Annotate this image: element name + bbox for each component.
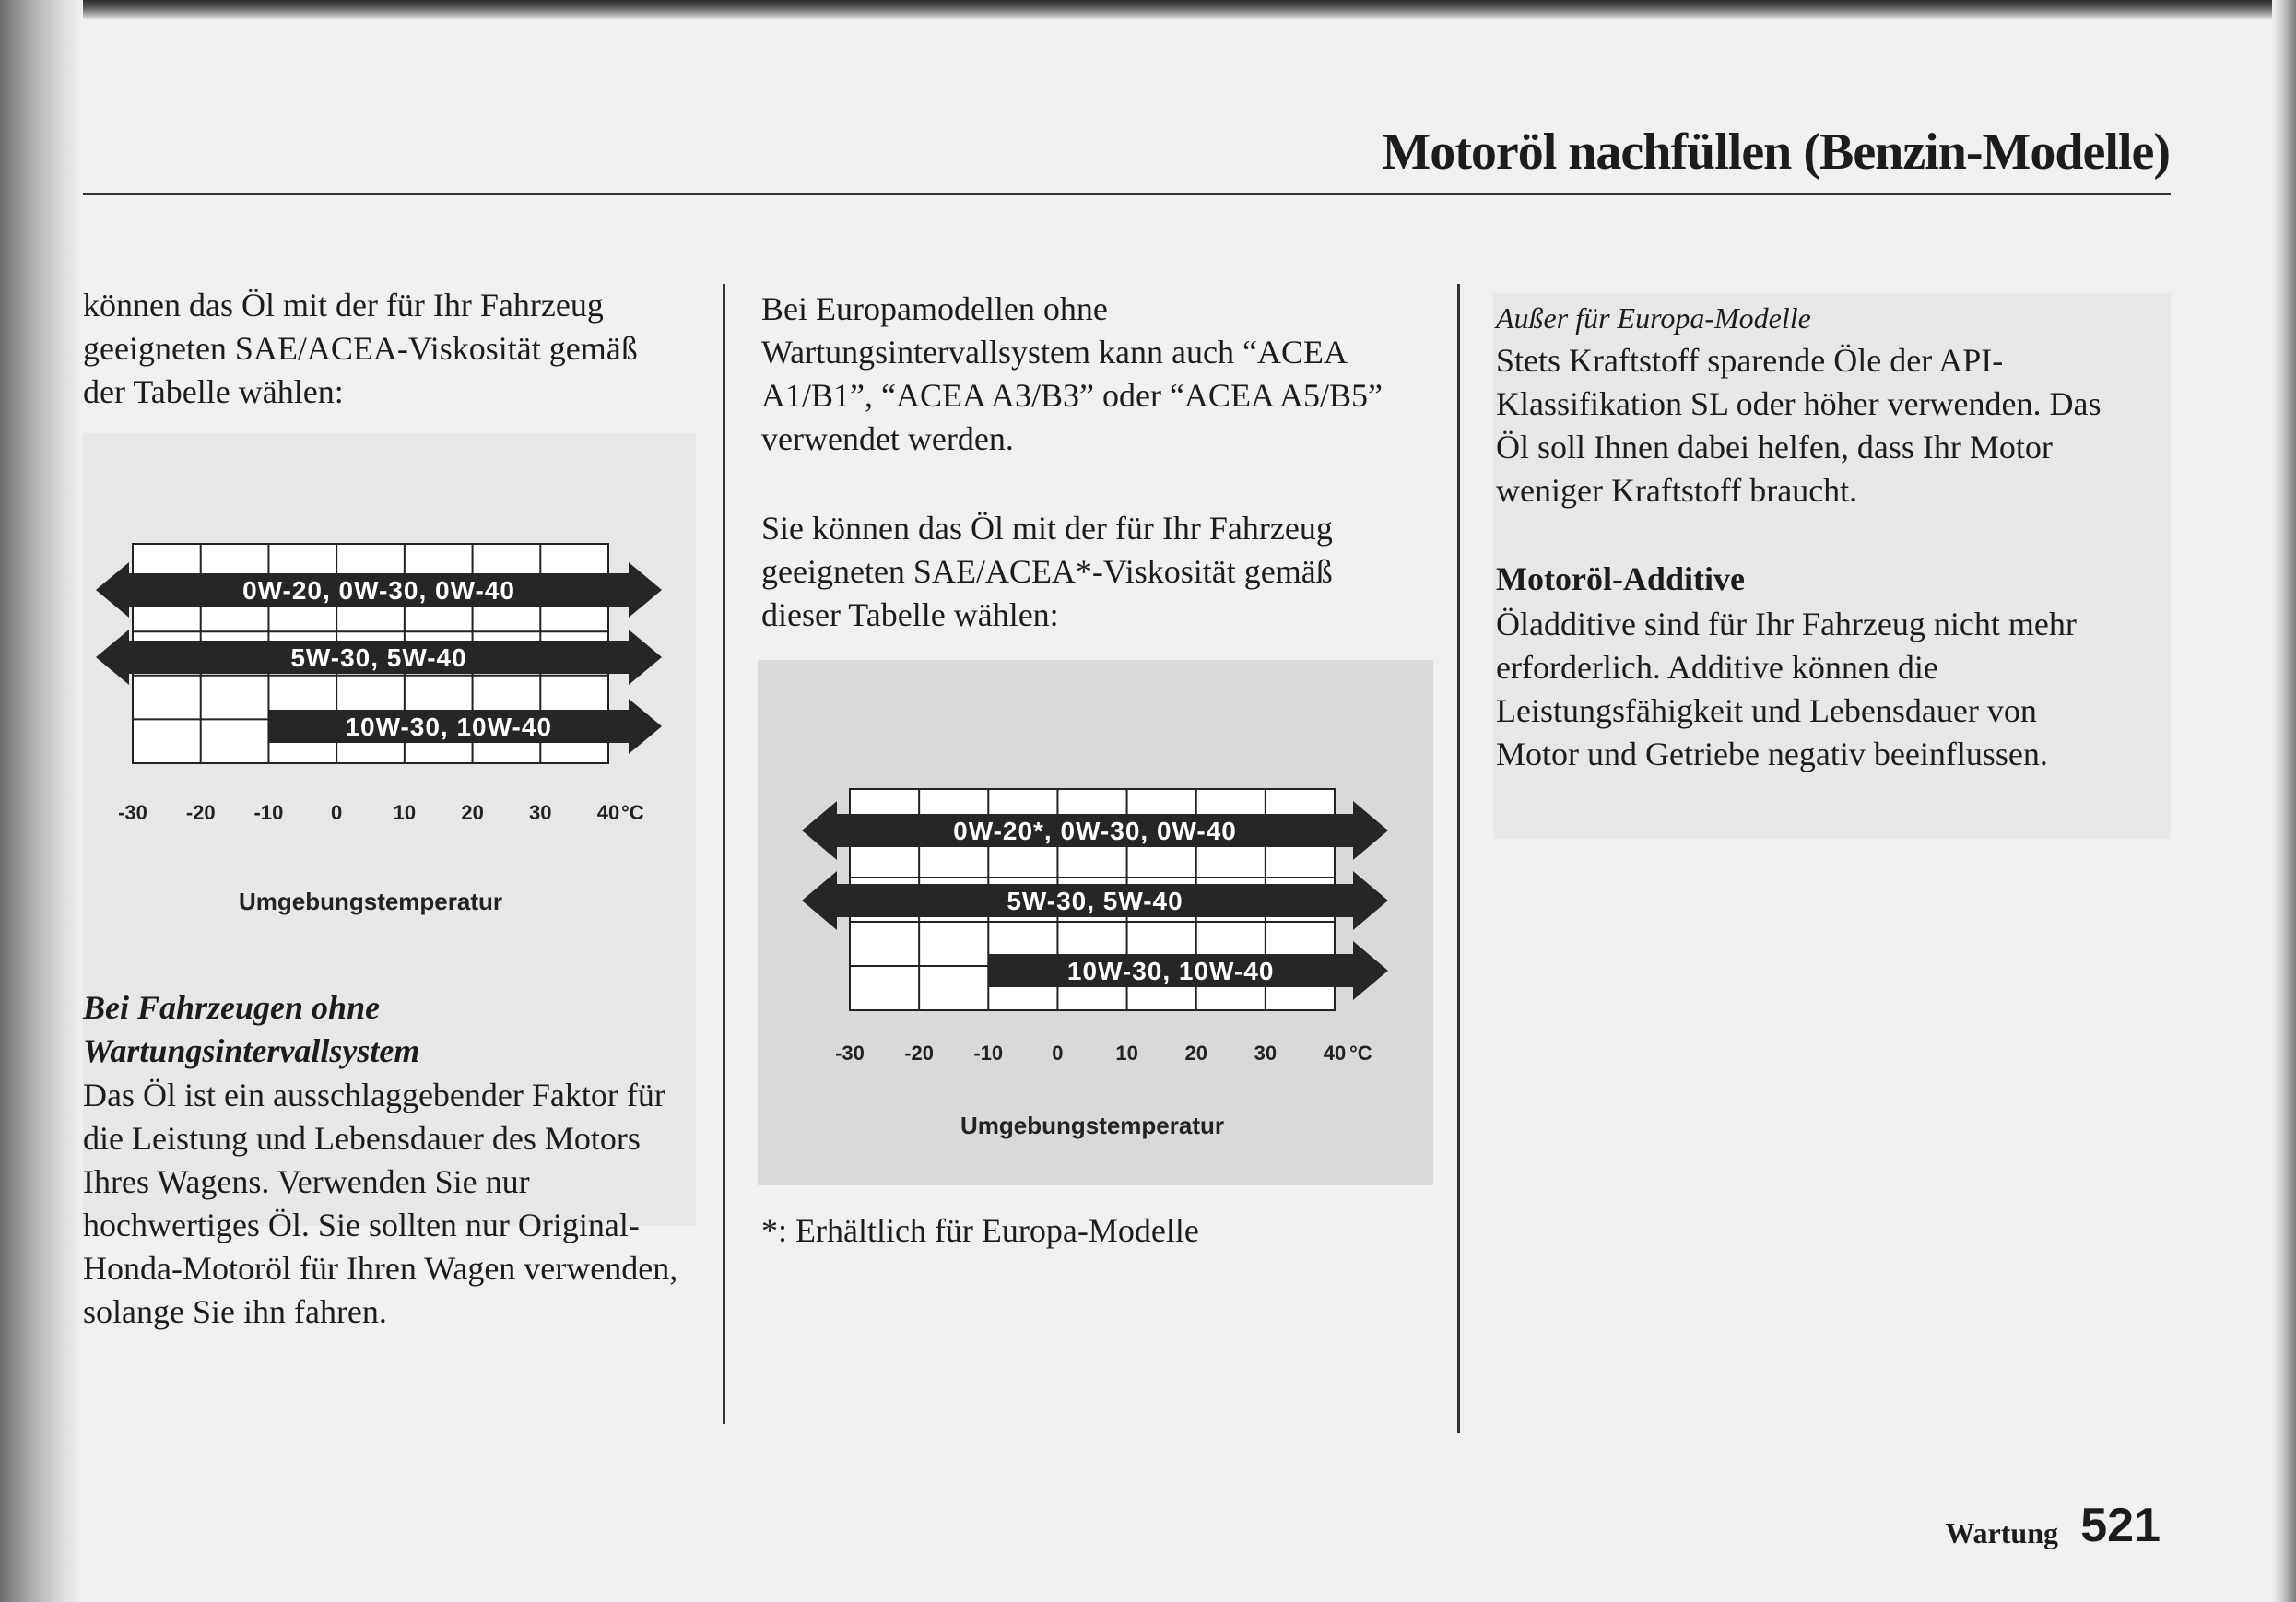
axis-tick-label: 30 [529, 801, 552, 824]
middle-para1-line: A1/B1”, “ACEA A3/B3” oder “ACEA A5/B5” [761, 377, 1383, 414]
middle-viscosity-chart [758, 660, 1433, 1185]
page-number: 521 [2080, 1499, 2161, 1552]
left-body-line: Das Öl ist ein ausschlaggebender Faktor für [83, 1077, 665, 1113]
left-body-line: solange Sie ihn fahren. [83, 1293, 387, 1330]
axis-tick-label: 20 [461, 801, 484, 824]
page-edge-shadow [2272, 0, 2296, 1602]
middle-footnote: *: Erhältlich für Europa-Modelle [761, 1212, 1199, 1249]
additive-heading: Motoröl-Additive [1496, 560, 1745, 597]
title-rule [83, 193, 2171, 195]
left-viscosity-chart [83, 530, 710, 936]
right-para2-line: Motor und Getriebe negativ beeinflussen. [1496, 736, 2048, 772]
viscosity-grade-label: 0W-20*, 0W-30, 0W-40 [953, 817, 1237, 846]
axis-tick-label: 30 [1254, 1042, 1278, 1065]
viscosity-grade-label: 0W-20, 0W-30, 0W-40 [242, 576, 515, 606]
middle-para1-line: Bei Europamodellen ohne [761, 290, 1108, 327]
viscosity-grade-label: 5W-30, 5W-40 [290, 643, 467, 673]
axis-tick-label: 0 [1052, 1042, 1064, 1065]
axis-tick-label: -10 [973, 1042, 1004, 1065]
axis-tick-label: -30 [118, 801, 147, 824]
middle-para1-line: Wartungsintervallsystem kann auch “ACEA [761, 334, 1348, 371]
left-subheading-line: Wartungsintervallsystem [83, 1032, 420, 1069]
axis-xlabel: Umgebungstemperatur [238, 888, 503, 915]
middle-para2-line: geeigneten SAE/ACEA*-Viskosität gemäß [761, 553, 1333, 590]
column-divider-2 [1457, 284, 1460, 1433]
right-para2-line: Öladditive sind für Ihr Fahrzeug nicht mehr [1496, 606, 2077, 642]
axis-unit-label: °C [1349, 1042, 1372, 1065]
middle-para2 [761, 507, 1333, 637]
right-para1-line: Klassifikation SL oder höher verwenden. Das [1496, 385, 2102, 422]
middle-para2-line: Sie können das Öl mit der für Ihr Fahrzeug [761, 510, 1333, 547]
left-body [83, 1074, 677, 1334]
axis-tick-label: 40 [1323, 1042, 1347, 1065]
axis-tick-label: 20 [1184, 1042, 1207, 1065]
left-intro-line: geeigneten SAE/ACEA-Viskosität gemäß [83, 330, 638, 367]
left-intro-line: können das Öl mit der für Ihr Fahrzeug [83, 287, 604, 324]
axis-tick-label: 10 [393, 801, 417, 824]
left-subheading-line: Bei Fahrzeugen ohne [83, 989, 381, 1026]
left-subheading [83, 986, 419, 1073]
right-para1-line: Stets Kraftstoff sparende Öle der API- [1496, 342, 2004, 379]
axis-tick-label: -20 [185, 801, 216, 824]
left-body-line: Honda-Motoröl für Ihren Wagen verwenden, [83, 1250, 678, 1287]
right-para2-line: erforderlich. Additive können die [1496, 649, 1938, 686]
page-gutter-shadow [0, 0, 83, 1602]
viscosity-grade-label: 5W-30, 5W-40 [1007, 887, 1183, 916]
middle-para1 [761, 288, 1383, 461]
axis-tick-label: -30 [835, 1042, 865, 1065]
right-para1-line: Öl soll Ihnen dabei helfen, dass Ihr Motor [1496, 429, 2053, 465]
page-top-shadow [0, 0, 2296, 20]
right-para1-line: weniger Kraftstoff braucht. [1496, 472, 1858, 509]
left-intro [83, 284, 638, 414]
viscosity-grade-label: 10W-30, 10W-40 [1066, 957, 1275, 986]
axis-tick-label: 0 [331, 801, 343, 824]
left-body-line: hochwertiges Öl. Sie sollten nur Original- [83, 1207, 640, 1243]
left-intro-line: der Tabelle wählen: [83, 373, 344, 410]
footer-section-label: Wartung [1945, 1516, 2058, 1549]
axis-tick-label: -20 [904, 1042, 935, 1065]
right-para2 [1496, 603, 2077, 776]
axis-tick-label: -10 [253, 801, 284, 824]
axis-xlabel: Umgebungstemperatur [960, 1112, 1225, 1139]
axis-tick-label: 10 [1115, 1042, 1138, 1065]
right-subtitle: Außer für Europa-Modelle [1496, 301, 1811, 335]
axis-tick-label: 40 [596, 801, 620, 824]
left-body-line: die Leistung und Lebensdauer des Motors [83, 1120, 641, 1157]
middle-para1-line: verwendet werden. [761, 420, 1014, 457]
column-divider-1 [723, 284, 725, 1424]
viscosity-grade-label: 10W-30, 10W-40 [345, 713, 552, 742]
right-para1 [1496, 339, 2102, 512]
left-body-line: Ihres Wagens. Verwenden Sie nur [83, 1163, 530, 1200]
middle-para2-line: dieser Tabelle wählen: [761, 596, 1059, 633]
right-para2-line: Leistungsfähigkeit und Lebensdauer von [1496, 692, 2037, 729]
axis-unit-label: °C [621, 801, 644, 824]
page-title: Motoröl nachfüllen (Benzin-Modelle) [1382, 124, 2170, 181]
